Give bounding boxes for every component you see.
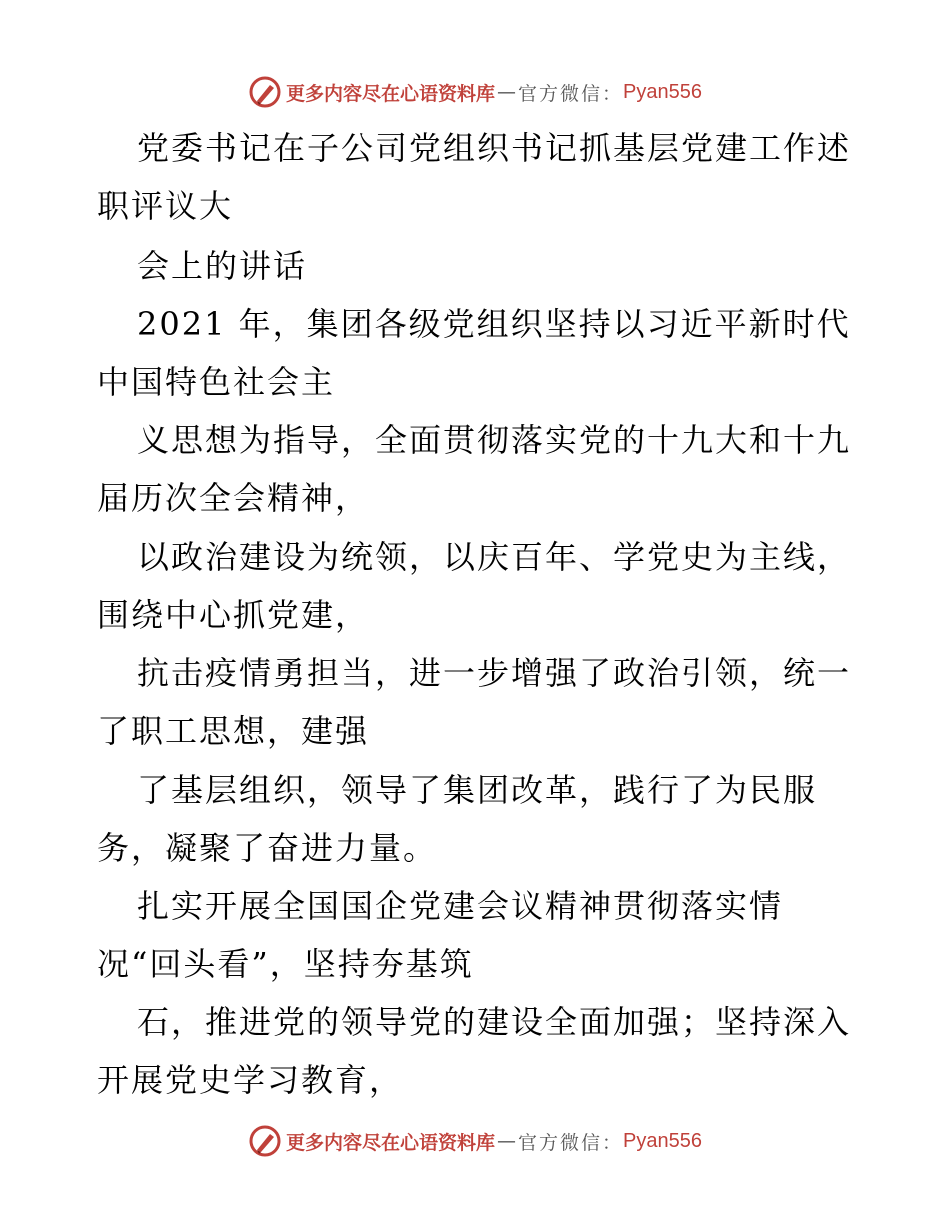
- banner-separator: —: [497, 1130, 517, 1152]
- paragraph-9-line-2: 开展党史学习教育，: [97, 1061, 404, 1099]
- paragraph-7-line-1: 了基层组织，领导了集团改革，践行了为民服: [137, 771, 818, 809]
- paragraph-4-line-1: 义思想为指导，全面贯彻落实党的十九大和十九: [137, 421, 852, 459]
- header-banner: [0, 72, 950, 112]
- paragraph-4-line-2: 届历次全会精神，: [97, 479, 370, 517]
- banner-site-name: 更多内容尽在心语资料库: [286, 82, 496, 105]
- pen-circle-icon: [248, 1124, 282, 1158]
- banner-wechat-label: 官方微信：: [518, 82, 624, 105]
- paragraph-3-line-2: 中国特色社会主: [97, 363, 336, 401]
- paragraph-8-line-1: 扎实开展全国国企党建会议精神贯彻落实情: [137, 887, 784, 925]
- footer-banner: [0, 1121, 950, 1161]
- paragraph-1-line-2: 职评议大: [97, 187, 234, 225]
- paragraph-6-line-2: 了职工思想，建强: [97, 712, 370, 750]
- paragraph-5-line-1: 以政治建设为统领，以庆百年、学党史为主线，: [137, 538, 852, 576]
- banner-separator: —: [497, 81, 517, 103]
- paragraph-5-line-2: 围绕中心抓党建，: [97, 596, 370, 634]
- paragraph-3-line-1: 2021 年，集团各级党组织坚持以习近平新时代: [137, 305, 851, 343]
- paragraph-2-line-1: 会上的讲话: [137, 247, 308, 285]
- paragraph-9-line-1: 石，推进党的领导党的建设全面加强；坚持深入: [137, 1003, 852, 1041]
- paragraph-8-line-2: 况“回头看”，坚持夯基筑: [97, 945, 474, 983]
- banner-wechat-label: 官方微信：: [518, 1131, 624, 1154]
- paragraph-7-line-2: 务，凝聚了奋进力量。: [97, 829, 438, 867]
- banner-wechat-id: Pyan556: [623, 1129, 702, 1152]
- banner-site-name: 更多内容尽在心语资料库: [286, 1131, 496, 1154]
- banner-wechat-id: Pyan556: [623, 80, 702, 103]
- pen-circle-icon: [248, 75, 282, 109]
- paragraph-1-line-1: 党委书记在子公司党组织书记抓基层党建工作述: [137, 129, 852, 167]
- paragraph-6-line-1: 抗击疫情勇担当，进一步增强了政治引领，统一: [137, 654, 852, 692]
